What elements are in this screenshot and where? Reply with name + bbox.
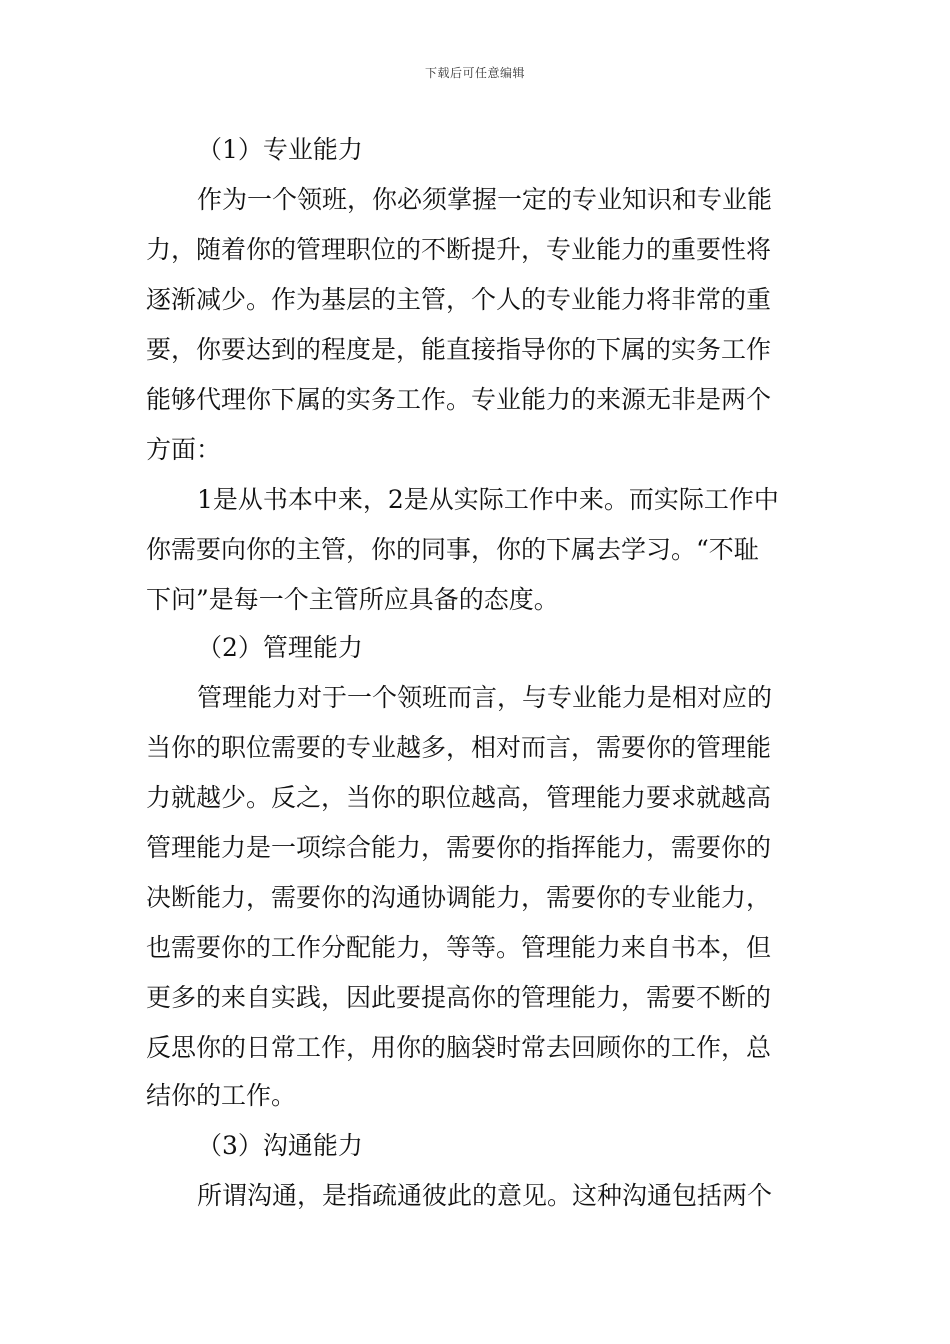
- paragraph-line: 也需要你的工作分配能力，等等。管理能力来自书本，但: [146, 933, 772, 962]
- paragraph-line: 要，你要达到的程度是，能直接指导你的下属的实务工作: [146, 335, 772, 364]
- paragraph-line: 能够代理你下属的实务工作。专业能力的来源无非是两个: [146, 385, 772, 414]
- paragraph-line: 管理能力对于一个领班而言，与专业能力是相对应的: [197, 683, 773, 712]
- paragraph-line: 结你的工作。: [146, 1081, 297, 1110]
- paragraph-line: 1是从书本中来，2是从实际工作中来。而实际工作中: [197, 485, 779, 514]
- section-heading: （1）专业能力: [197, 135, 363, 164]
- paragraph-line: 力就越少。反之，当你的职位越高，管理能力要求就越高: [146, 783, 772, 812]
- section-heading: （3）沟通能力: [197, 1131, 363, 1160]
- paragraph-line: 所谓沟通，是指疏通彼此的意见。这种沟通包括两个: [197, 1181, 773, 1210]
- paragraph-line: 作为一个领班，你必须掌握一定的专业知识和专业能: [197, 185, 773, 214]
- paragraph-line: 决断能力，需要你的沟通协调能力，需要你的专业能力，: [146, 883, 772, 912]
- paragraph-line: 力，随着你的管理职位的不断提升，专业能力的重要性将: [146, 235, 772, 264]
- paragraph-line: 当你的职位需要的专业越多，相对而言，需要你的管理能: [146, 733, 772, 762]
- paragraph-line: 反思你的日常工作，用你的脑袋时常去回顾你的工作，总: [146, 1033, 772, 1062]
- section-heading: （2）管理能力: [197, 633, 363, 662]
- page-header: 下载后可任意编辑: [424, 66, 525, 80]
- paragraph-line: 管理能力是一项综合能力，需要你的指挥能力，需要你的: [146, 833, 772, 862]
- paragraph-line: 下问”是每一个主管所应具备的态度。: [146, 585, 559, 614]
- paragraph-line: 更多的来自实践，因此要提高你的管理能力，需要不断的: [146, 983, 772, 1012]
- paragraph-line: 方面：: [146, 435, 222, 464]
- paragraph-line: 你需要向你的主管，你的同事，你的下属去学习。“不耻: [146, 535, 759, 564]
- paragraph-line: 逐渐减少。作为基层的主管，个人的专业能力将非常的重: [146, 285, 772, 314]
